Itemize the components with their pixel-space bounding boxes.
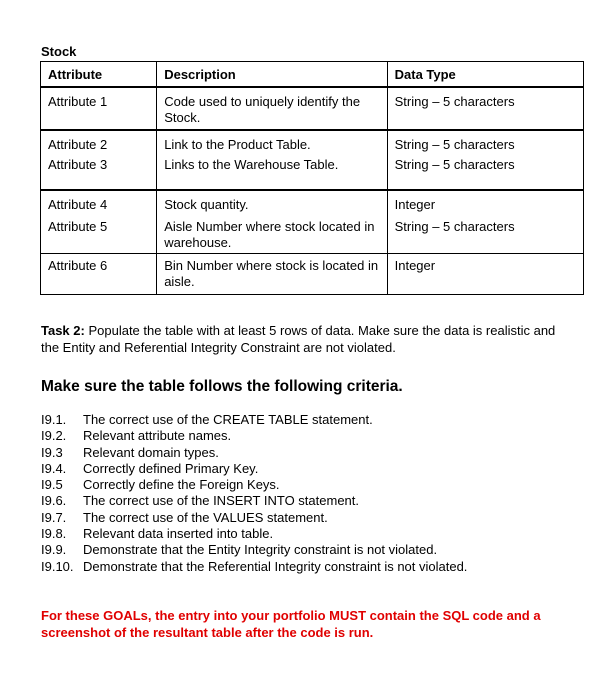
data-type-cell: String – 5 characters <box>387 87 583 130</box>
criteria-number: I9.9. <box>41 542 67 558</box>
list-item <box>41 559 467 575</box>
description-cell: Bin Number where stock is located in aisle. <box>157 254 387 295</box>
description-cell: Code used to uniquely identify the Stock. <box>157 87 387 130</box>
list-item <box>41 526 467 542</box>
task-label: Task 2: <box>41 323 85 338</box>
criteria-text: Demonstrate that the Entity Integrity constraint is not violated. <box>83 542 438 558</box>
criteria-number: I9.10. <box>41 558 74 574</box>
list-item <box>41 412 467 428</box>
list-item <box>41 461 467 477</box>
list-item <box>41 542 467 558</box>
header-attribute: Attribute <box>41 62 157 88</box>
table-row <box>41 153 584 190</box>
description-cell: Aisle Number where stock located in warehouse. <box>157 213 387 254</box>
criteria-heading: Make sure the table follows the following criteria. <box>41 378 403 395</box>
criteria-text: Relevant attribute names. <box>83 428 232 444</box>
data-type-cell: Integer <box>387 190 583 213</box>
list-item <box>41 493 467 509</box>
criteria-text: Relevant data inserted into table. <box>83 526 274 542</box>
list-item <box>41 477 467 493</box>
data-type-cell: Integer <box>387 254 583 295</box>
criteria-number: I9.2. <box>41 428 67 444</box>
table-row <box>41 87 584 130</box>
criteria-number: I9.8. <box>41 526 67 542</box>
table-row <box>41 254 584 295</box>
criteria-text: Relevant domain types. <box>83 444 219 460</box>
data-type-cell: String – 5 characters <box>387 130 583 153</box>
criteria-text: The correct use of the INSERT INTO statement. <box>83 493 360 509</box>
criteria-list <box>41 412 467 575</box>
criteria-number: I9.1. <box>41 412 67 427</box>
description-cell: Links to the Warehouse Table. <box>157 153 387 190</box>
criteria-text: Correctly define the Foreign Keys. <box>83 477 280 493</box>
list-item <box>41 510 467 526</box>
table-row <box>41 213 584 254</box>
attribute-cell: Attribute 3 <box>41 153 157 190</box>
criteria-text: The correct use of the CREATE TABLE statement. <box>83 412 373 427</box>
task-text: Populate the table with at least 5 rows of data. Make sure the data is realistic and the Entity and Referential Integrity Constraint are not violated. <box>41 323 556 355</box>
header-data-type: Data Type <box>387 62 583 88</box>
attribute-cell: Attribute 1 <box>41 87 157 130</box>
attribute-cell: Attribute 5 <box>41 213 157 254</box>
criteria-number: I9.7. <box>41 509 67 525</box>
task-paragraph <box>41 322 561 356</box>
table-header-row <box>41 62 584 88</box>
data-type-cell: String – 5 characters <box>387 153 583 190</box>
header-description: Description <box>157 62 387 88</box>
stock-table <box>40 61 584 295</box>
criteria-number: I9.5 <box>41 477 63 493</box>
list-item <box>41 445 467 461</box>
criteria-number: I9.4. <box>41 460 67 476</box>
attribute-cell: Attribute 4 <box>41 190 157 213</box>
criteria-number: I9.3 <box>41 444 63 460</box>
table-row <box>41 130 584 153</box>
description-cell: Link to the Product Table. <box>157 130 387 153</box>
criteria-text: The correct use of the VALUES statement. <box>83 509 328 525</box>
attribute-cell: Attribute 6 <box>41 254 157 295</box>
table-caption: Stock <box>41 44 77 59</box>
attribute-cell: Attribute 2 <box>41 130 157 153</box>
criteria-text: Correctly defined Primary Key. <box>83 460 259 476</box>
criteria-number: I9.6. <box>41 493 67 509</box>
table-row <box>41 190 584 213</box>
criteria-text: Demonstrate that the Referential Integrity constraint is not violated. <box>83 558 468 574</box>
description-cell: Stock quantity. <box>157 190 387 213</box>
list-item <box>41 428 467 444</box>
portfolio-note: For these GOALs, the entry into your portfolio MUST contain the SQL code and a screenshot of the resultant table after the code is run. <box>41 608 541 640</box>
data-type-cell: String – 5 characters <box>387 213 583 254</box>
